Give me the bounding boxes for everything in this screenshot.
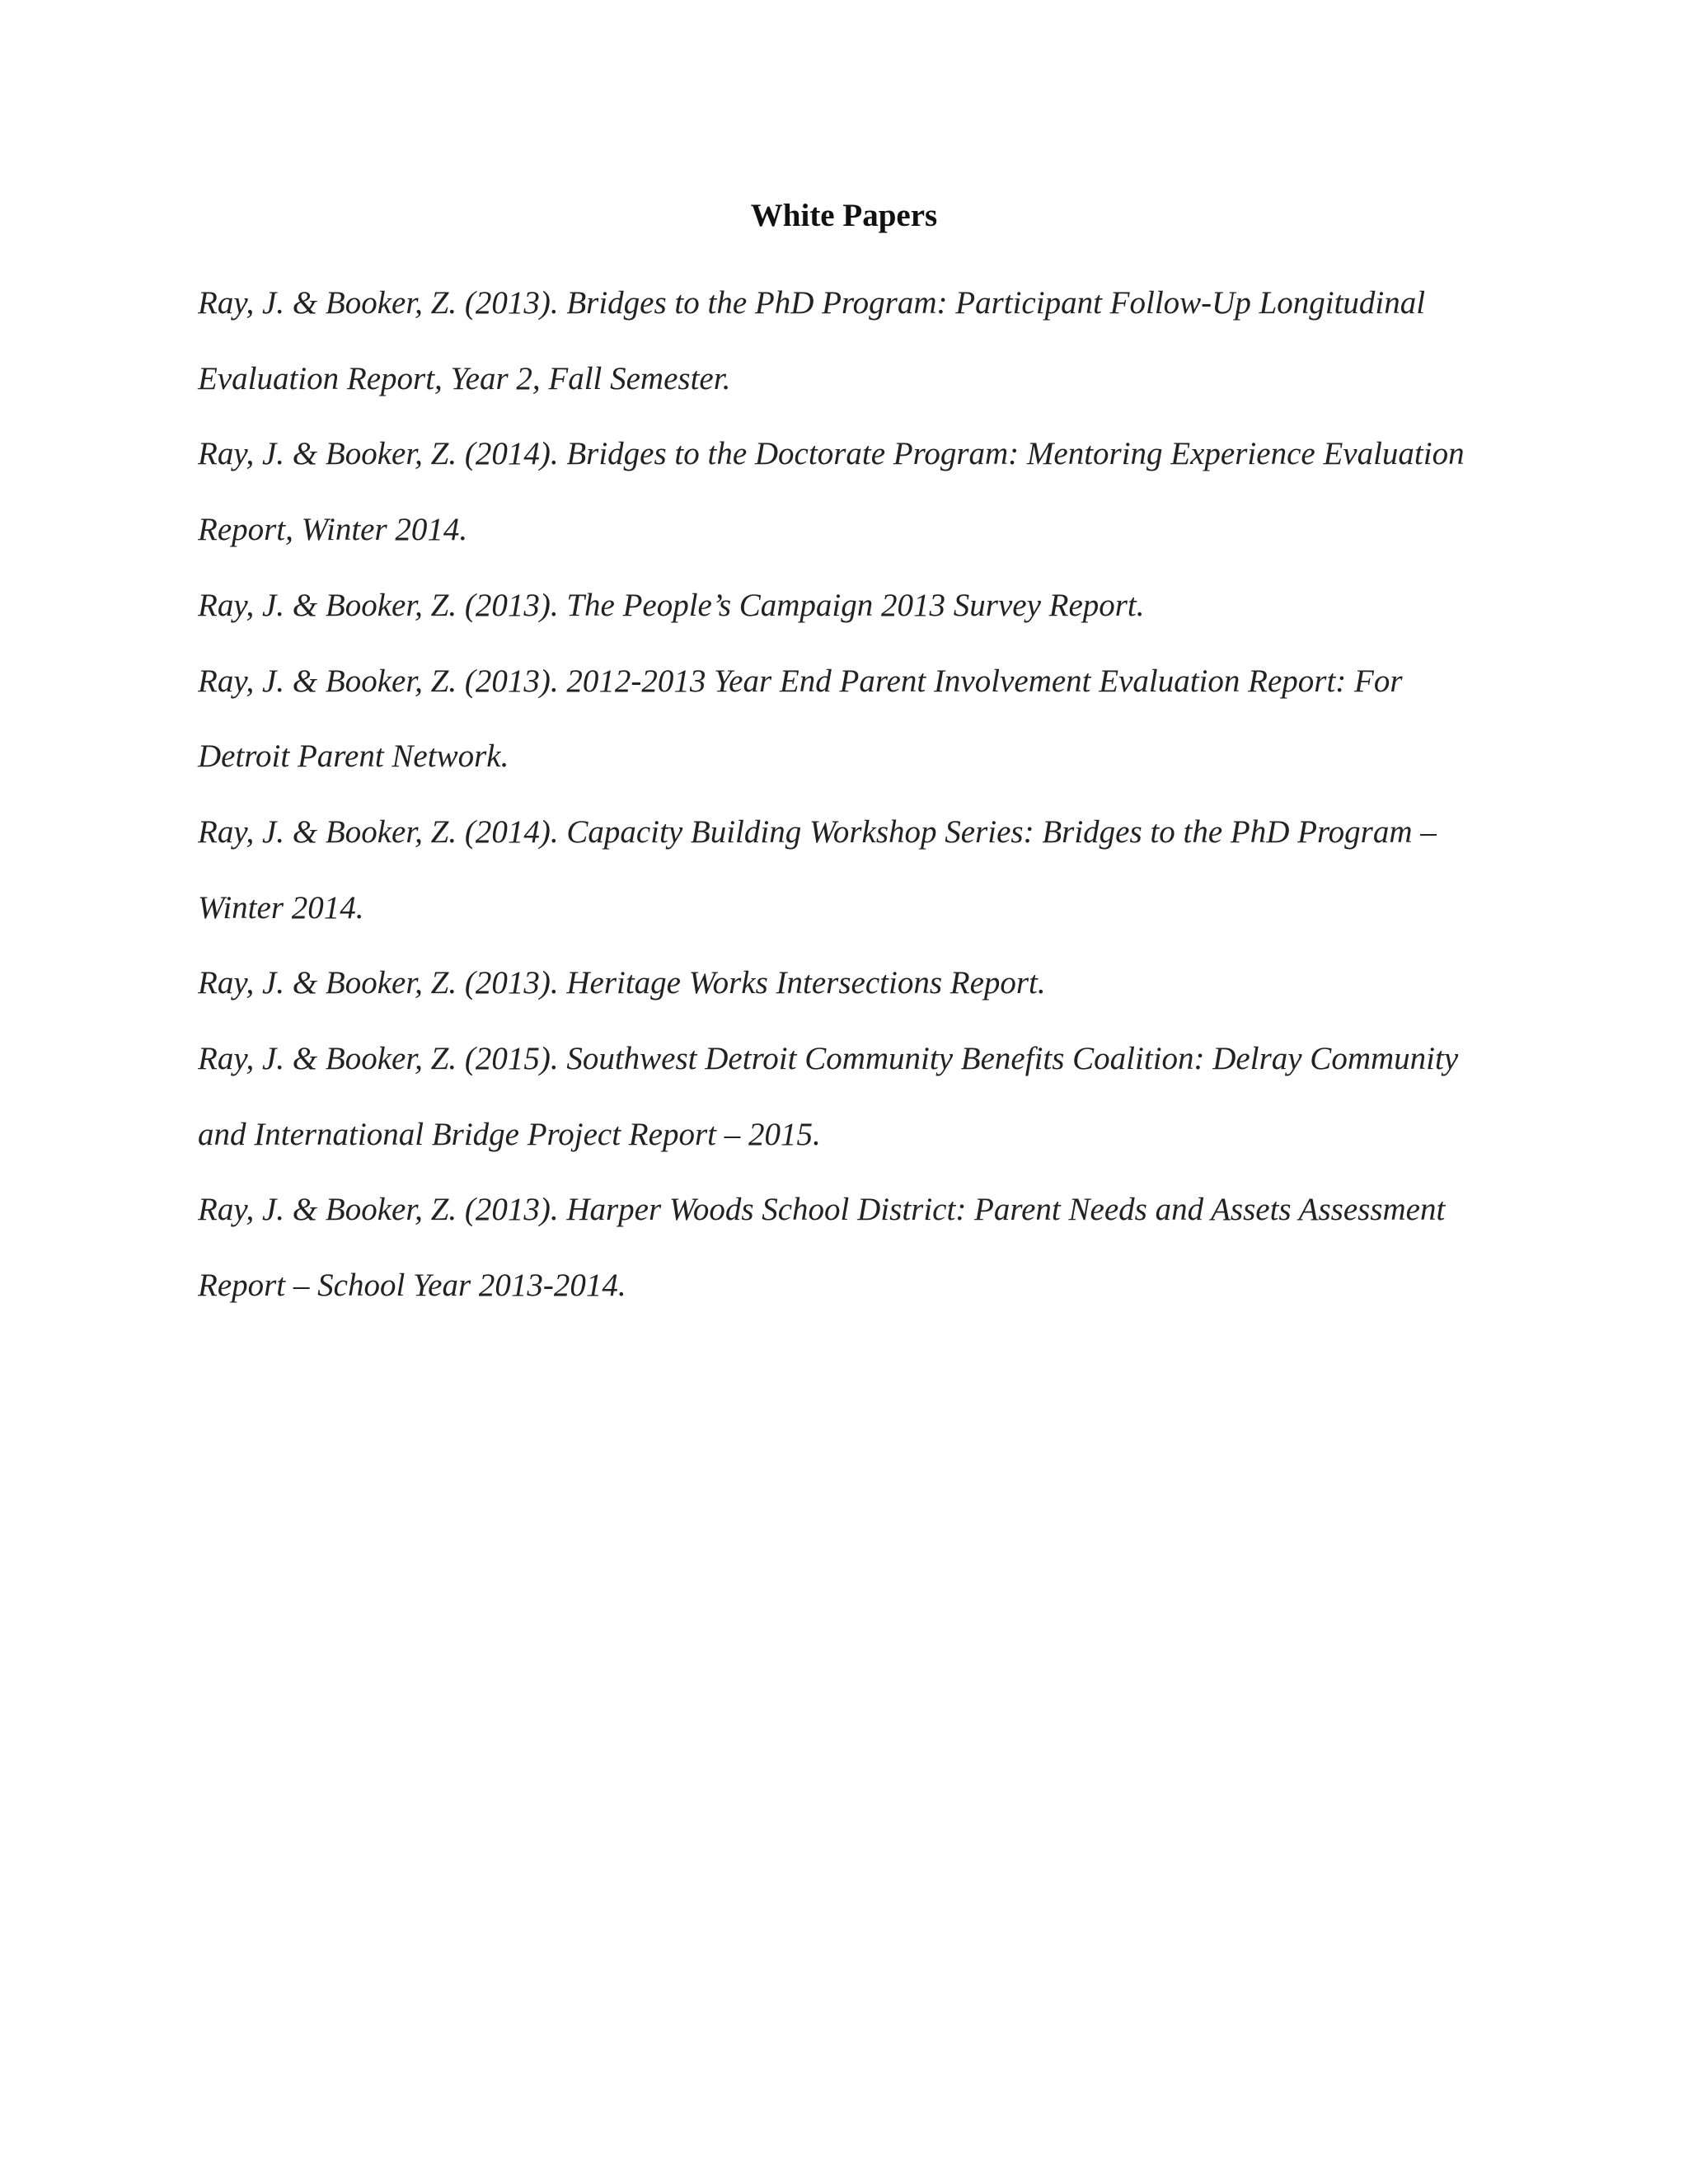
reference-item: Ray, J. & Booker, Z. (2014). Capacity Building Workshop Series: Bridges to the PhD Program – Winter 2014. — [198, 813, 1437, 926]
reference-item: Ray, J. & Booker, Z. (2013). The People’s Campaign 2013 Survey Report. — [198, 587, 1145, 623]
reference-item: Ray, J. & Booker, Z. (2015). Southwest Detroit Community Benefits Coalition: Delray Community and International Bridge Project Report – 2015. — [198, 1041, 1459, 1152]
reference-item: Ray, J. & Booker, Z. (2013). Heritage Works Intersections Report. — [198, 965, 1046, 1001]
page-heading: White Papers — [750, 198, 938, 233]
reference-list — [198, 265, 1484, 1324]
reference-item: Ray, J. & Booker, Z. (2013). Harper Woods School District: Parent Needs and Assets Assessment Report – School Year 2013-2014. — [198, 1192, 1446, 1304]
reference-item: Ray, J. & Booker, Z. (2013). 2012-2013 Year End Parent Involvement Evaluation Report: For Detroit Parent Network. — [198, 663, 1403, 775]
reference-item: Ray, J. & Booker, Z. (2013). Bridges to the PhD Program: Participant Follow-Up Longitudinal Evaluation Report, Year 2, Fall Semester. — [198, 285, 1426, 396]
reference-item: Ray, J. & Booker, Z. (2014). Bridges to the Doctorate Program: Mentoring Experience Evaluation Report, Winter 2014. — [198, 436, 1465, 548]
